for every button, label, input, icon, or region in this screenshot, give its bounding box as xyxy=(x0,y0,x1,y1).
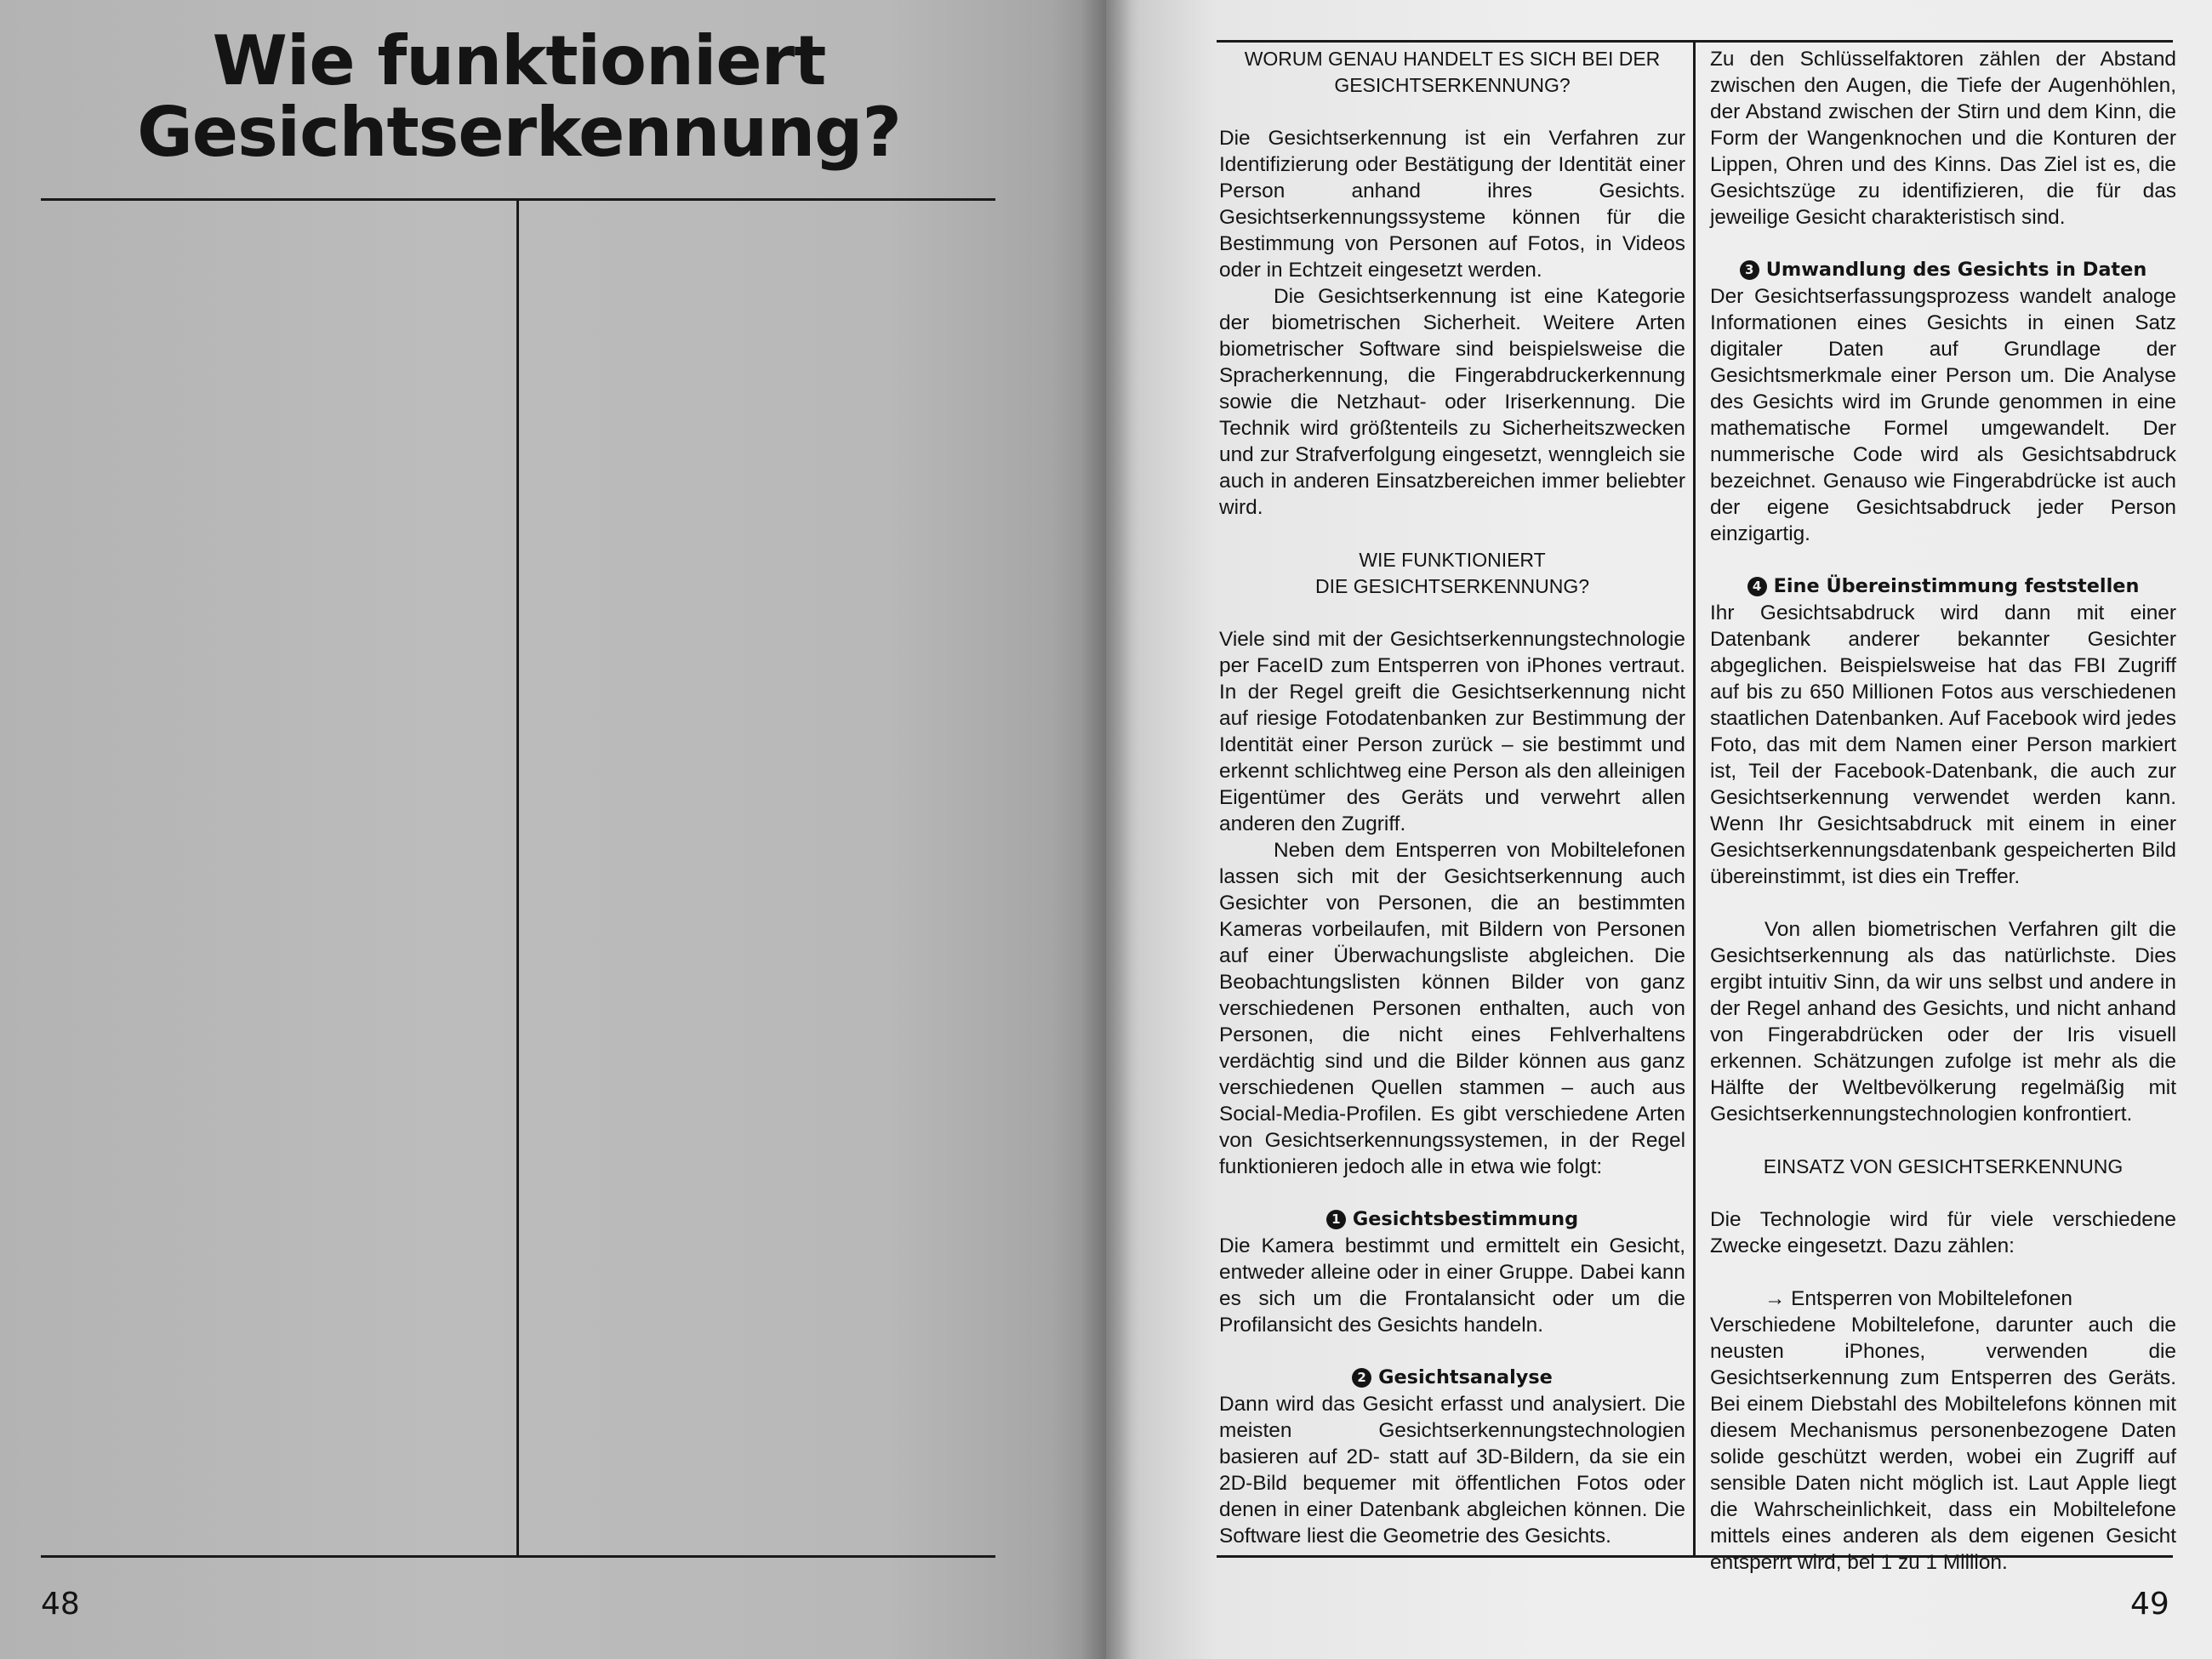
bottom-rule-left xyxy=(41,1555,995,1558)
paragraph: Die Technologie wird für viele verschiedene Zwecke eingesetzt. Dazu zählen: xyxy=(1710,1208,2176,1257)
title-line-1: Wie funktioniert xyxy=(212,21,826,100)
page-title xyxy=(34,21,1004,172)
text-column-2 xyxy=(1710,46,2176,1576)
page-number-left: 48 xyxy=(41,1587,80,1622)
right-page xyxy=(1106,0,2212,1659)
paragraph: Die Kamera bestimmt und ermittelt ein Gesicht, entweder alleine oder in einer Gruppe. Dabei kann es sich um die Frontalansicht oder um die Profilansicht des Gesichts handeln. xyxy=(1219,1234,1685,1337)
paragraph: Der Gesichtserfassungsprozess wandelt analoge Informationen eines Gesichts in einen Satz digitaler Daten auf Grundlage der Gesichtsmerkmale einer Person um. Die Analyse des Gesichts wird im Grunde genommen in eine mathematische Formel umgewandelt. Der nummerische Code wird als Gesichtsabdruck bezeichnet. Genauso wie Fingerabdrücke ist auch der eigene Gesichtsabdruck jeder Person einzigartig. xyxy=(1710,285,2176,545)
paragraph: Die Gesichtserkennung ist ein Verfahren zur Identifizierung oder Bestätigung der Identität einer Person anhand ihres Gesichts. Gesichtserkennungssysteme können für die Bestimmung von Personen auf Fotos, in Videos oder in Echtzeit eingesetzt werden. xyxy=(1219,127,1685,282)
list-item-title: → Entsperren von Mobiltelefonen xyxy=(1764,1287,2073,1310)
paragraph: Die Gesichtserkennung ist eine Kategorie der biometrischen Sicherheit. Weitere Arten biometrischer Software sind beispielsweise die Spracherkennung, die Fingerabdruckerkennung sowie die Netzhaut- oder Iriserkennung. Die Technik wird größtenteils zu Sicherheitszwecken und zur Strafverfolgung eingesetzt, wenngleich sie auch in anderen Einsatzbereichen immer beliebter wird. xyxy=(1219,285,1685,519)
paragraph: Viele sind mit der Gesichtserkennungstechnologie per FaceID zum Entsperren von iPhones vertraut. In der Regel greift die Gesichtserkennung nicht auf riesige Fotodatenbanken zur Bestimmung der Identität einer Person zurück – sie bestimmt und erkennt schlichtweg eine Person als den alleinigen Eigentümer des Geräts und verwehrt allen anderen den Zugriff. xyxy=(1219,628,1685,835)
paragraph: Verschiedene Mobiltelefone, darunter auch die neusten iPhones, verwenden die Gesichtserkennung zum Entsperren des Geräts. Bei einem Diebstahl des Mobiltelefons können mit diesem Mechanismus personenbezogene Daten solide geschützt werden, wobei ein Zugriff auf sensible Daten nicht möglich ist. Laut Apple liegt die Wahrscheinlichkeit, dass ein Mobiltelefone mittels eines anderen als dem eigenen Gesicht entsperrt wird, bei 1 zu 1 Million. xyxy=(1710,1314,2176,1574)
paragraph: Dann wird das Gesicht erfasst und analysiert. Die meisten Gesichtserkennungstechnologien basieren auf 2D- statt auf 3D-Bildern, da sie ein 2D-Bild bequemer mit öffentlichen Fotos oder denen in einer Datenbank abgleichen können. Die Software liest die Geometrie des Gesichts. xyxy=(1219,1393,1685,1548)
column-divider-right xyxy=(1693,40,1696,1557)
step-number-badge: 2 xyxy=(1352,1368,1371,1388)
step-number-badge: 3 xyxy=(1740,260,1759,280)
section-heading-what-is: WORUM GENAU HANDELT ES SICH BEI DER GESICHTSERKENNUNG? xyxy=(1244,48,1661,96)
paragraph: Zu den Schlüsselfaktoren zählen der Abstand zwischen den Augen, die Tiefe der Augenhöhlen, der Abstand zwischen der Stirn und dem Kinn, die Form der Wangenknochen und die Konturen der Lippen, Ohren und des Kinns. Das Ziel ist es, die Gesichtszüge zu identifizieren, die für das jeweilige Gesicht charakteristisch sind. xyxy=(1710,48,2176,229)
paragraph: Von allen biometrischen Verfahren gilt die Gesichtserkennung als das natürlichste. Dies ergibt intuitiv Sinn, da wir uns selbst und andere in der Regel anhand des Gesichts, und nicht anhand von Fingerabdrücken oder der Iris visuell erkennen. Schätzungen zufolge ist mehr als die Hälfte der Weltbevölkerung regelmäßig mit Gesichtserkennungstechnologien konfrontiert. xyxy=(1710,918,2176,1126)
step-number-badge: 1 xyxy=(1326,1210,1346,1229)
step-heading-2: 2 Gesichtsanalyse xyxy=(1219,1365,1685,1391)
paragraph: Ihr Gesichtsabdruck wird dann mit einer Datenbank anderer bekannter Gesichter abgeglichen. Beispielsweise hat das FBI Zugriff auf bis zu 650 Millionen Fotos aus verschiedenen staatlichen Datenbanken. Auf Facebook wird jedes Foto, das mit dem Namen einer Person markiert ist, Teil der Facebook-Datenbank, die auch zur Gesichtserkennung verwendet werden kann. Wenn Ihr Gesichtsabdruck mit einem in einer Gesichtserkennungsdatenbank gespeicherten Bild übereinstimmt, ist dies ein Treffer. xyxy=(1710,601,2176,888)
section-heading-how-works: WIE FUNKTIONIERT DIE GESICHTSERKENNUNG? xyxy=(1314,549,1590,597)
section-heading-usage: EINSATZ VON GESICHTSERKENNUNG xyxy=(1763,1155,2124,1177)
step-heading-3: 3 Umwandlung des Gesichts in Daten xyxy=(1710,257,2176,283)
step-number-badge: 4 xyxy=(1747,577,1767,596)
paragraph: Neben dem Entsperren von Mobiltelefonen lassen sich mit der Gesichtserkennung auch Gesichter von Personen, die an bestimmten Kameras vorbeilaufen, mit Bildern von Personen auf einer Überwachungsliste abgleichen. Die Beobachtungslisten können Bilder von ganz verschiedenen Personen enthalten, auch von Personen, die nicht eines Fehlverhaltens verdächtig sind und die Bilder können aus ganz verschiedenen Quellen stammen – auch aus Social-Media-Profilen. Es gibt verschiedene Arten von Gesichtserkennungssystemen, in der Regel funktionieren jedoch alle in etwa wie folgt: xyxy=(1219,839,1685,1178)
book-gutter-shadow xyxy=(1080,0,1132,1659)
step-heading-1: 1 Gesichtsbestimmung xyxy=(1219,1206,1685,1233)
text-column-1 xyxy=(1219,46,1685,1549)
title-line-2: Gesichtserkennung? xyxy=(137,93,901,172)
step-heading-4: 4 Eine Übereinstimmung feststellen xyxy=(1710,573,2176,600)
column-divider-left xyxy=(516,198,519,1557)
page-number-right: 49 xyxy=(2130,1587,2169,1622)
